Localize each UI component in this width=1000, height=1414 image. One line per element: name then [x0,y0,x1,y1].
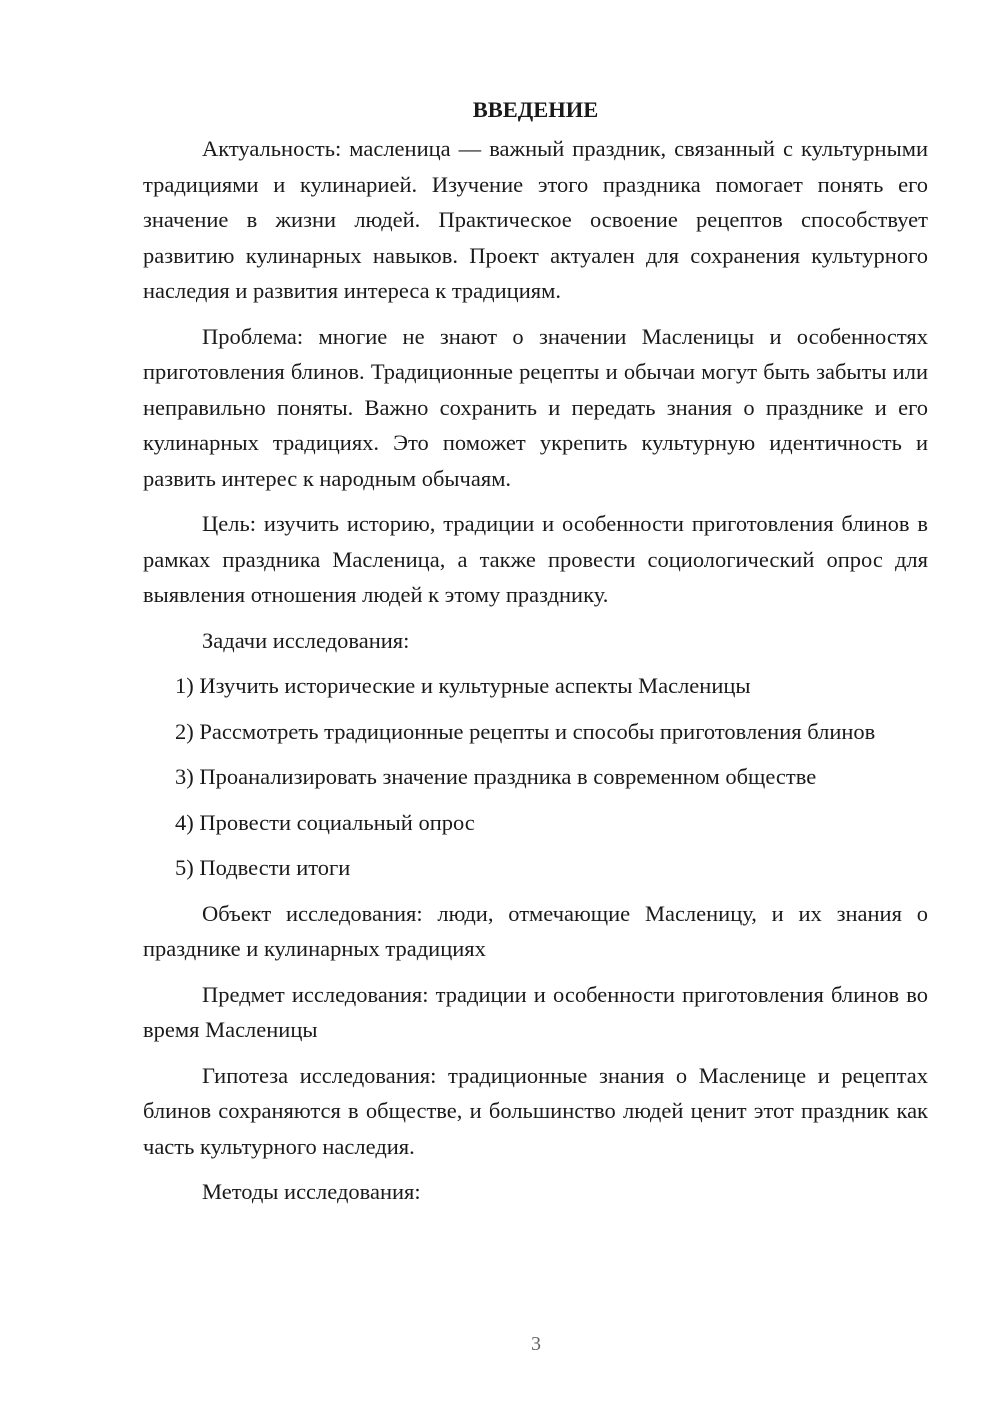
problem-paragraph: Проблема: многие не знают о значении Масленицы и особенностях приготовления блинов. Традиционные рецепты и обычаи могут быть забыты или неправильно поняты. Важно сохранить и передать знания о празднике и его кулинарных традициях. Это поможет укрепить культурную идентичность и развить интерес к народным обычаям. [143,323,928,491]
hypothesis-paragraph: Гипотеза исследования: традиционные знания о Масленице и рецептах блинов сохраняются в обществе, и большинство людей ценит этот праздник как часть культурного наследия. [143,1062,928,1159]
list-item: 3) Проанализировать значение праздника в современном обществе [175,764,817,789]
goal-paragraph: Цель: изучить историю, традиции и особенности приготовления блинов в рамках праздника Масленица, а также провести социологический опрос для выявления отношения людей к этому празднику. [143,511,928,607]
list-item: 5) Подвести итоги [175,855,351,880]
list-item: 4) Провести социальный опрос [175,809,475,835]
page-number: 3 [531,1333,541,1355]
list-item: 1) Изучить исторические и культурные аспекты Масленицы [175,673,751,698]
tasks-heading: Задачи исследования: [202,627,410,653]
list-item: 2) Рассмотреть традиционные рецепты и способы приготовления блинов [175,718,876,744]
methods-heading: Методы исследования: [202,1179,421,1204]
page-content [143,92,928,1220]
page-title: ВВЕДЕНИЕ [472,97,599,122]
object-paragraph: Объект исследования: люди, отмечающие Масленицу, и их знания о празднике и кулинарных традициях [143,900,928,961]
subject-paragraph: Предмет исследования: традиции и особенности приготовления блинов во время Масленицы [143,981,928,1042]
tasks-list [143,668,928,886]
relevance-paragraph: Актуальность: масленица — важный праздник, связанный с культурными традициями и кулинарией. Изучение этого праздника помогает понять его значение в жизни людей. Практическое освоение рецептов способствует развитию кулинарных навыков. Проект актуален для сохранения культурного наследия и развития интереса к традициям. [143,136,928,303]
